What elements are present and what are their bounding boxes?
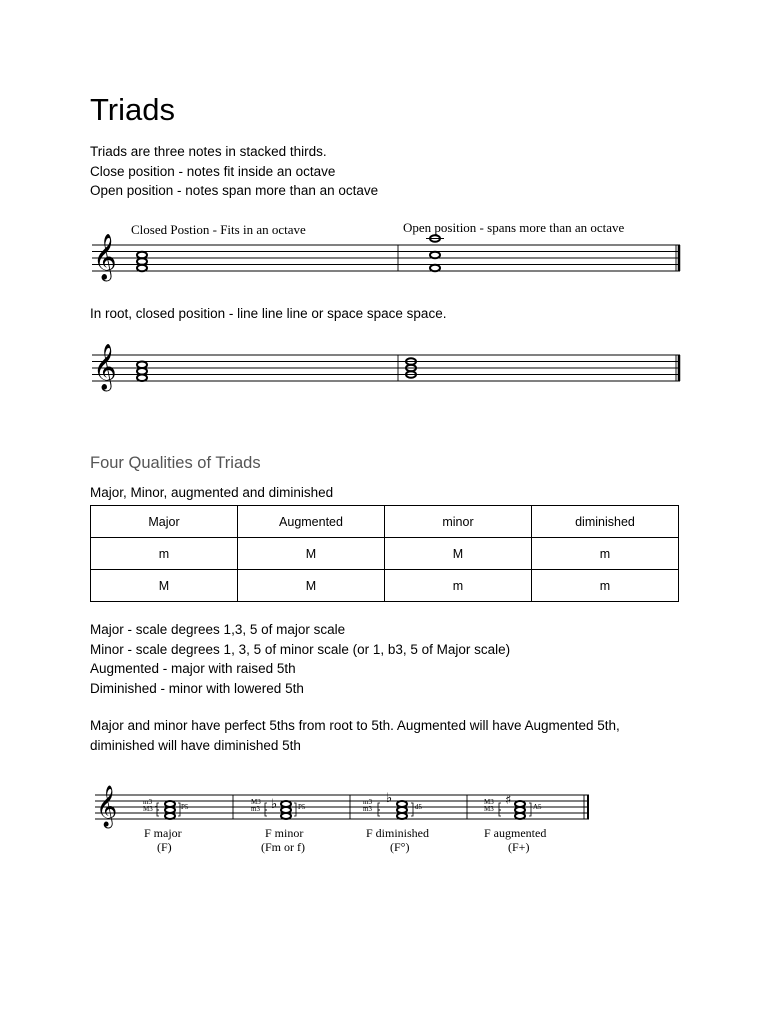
treble-clef-icon: 𝄞 bbox=[96, 786, 118, 827]
definition-line: Augmented - major with raised 5th bbox=[90, 661, 296, 676]
sharp-icon: ♯ bbox=[505, 793, 512, 808]
section-heading: Four Qualities of Triads bbox=[90, 454, 261, 472]
definition-line: Diminished - minor with lowered 5th bbox=[90, 680, 304, 696]
table-cell: m bbox=[385, 570, 532, 602]
table-cell: Augmented bbox=[238, 506, 385, 538]
open-position-label: Open position - spans more than an octave bbox=[403, 220, 625, 235]
lower-interval: m3 bbox=[363, 805, 372, 813]
table-cell: m bbox=[532, 538, 679, 570]
chord-symbol: (Fm or f) bbox=[261, 840, 305, 854]
intro-line: Triads are three notes in stacked thirds. bbox=[90, 144, 327, 159]
table-cell: minor bbox=[385, 506, 532, 538]
definition-line: Minor - scale degrees 1, 3, 5 of minor scale (or 1, b3, 5 of Major scale) bbox=[90, 641, 511, 657]
chord-name: F diminished bbox=[366, 826, 430, 840]
treble-clef-icon: 𝄞 bbox=[93, 234, 117, 280]
page-title: Triads bbox=[90, 92, 175, 127]
fifth-label: d5 bbox=[415, 803, 422, 811]
chord-name: F major bbox=[144, 826, 182, 840]
upper-interval: M3 bbox=[484, 798, 494, 806]
closed-position-label: Closed Postion - Fits in an octave bbox=[131, 222, 306, 237]
fifth-label: A5 bbox=[533, 803, 542, 811]
table-cell: M bbox=[238, 570, 385, 602]
table-cell: m bbox=[532, 570, 679, 602]
treble-clef-icon: 𝄞 bbox=[93, 344, 117, 390]
upper-interval: m3 bbox=[363, 798, 372, 806]
chord-name: F augmented bbox=[484, 826, 547, 840]
lower-interval: M3 bbox=[143, 805, 153, 813]
flat-icon: ♭ bbox=[271, 797, 278, 812]
lower-interval: m3 bbox=[251, 805, 260, 813]
root-position-text: In root, closed position - line line line or space space space. bbox=[90, 306, 447, 321]
table-cell: diminished bbox=[532, 506, 679, 538]
upper-interval: M3 bbox=[251, 798, 261, 806]
chord-symbol: (F) bbox=[157, 840, 172, 854]
qualities-subtitle: Major, Minor, augmented and diminished bbox=[90, 485, 334, 500]
definition-line: Major - scale degrees 1,3, 5 of major scale bbox=[90, 622, 346, 637]
flat-icon: ♭ bbox=[386, 791, 393, 806]
fifths-line: Major and minor have perfect 5ths from root to 5th. Augmented will have Augmented 5th, bbox=[90, 718, 620, 733]
chord-name: F minor bbox=[265, 826, 304, 840]
fifth-label: P5 bbox=[181, 803, 189, 811]
table-cell: M bbox=[238, 538, 385, 570]
fifths-line: diminished will have diminished 5th bbox=[90, 737, 301, 753]
table-cell: Major bbox=[91, 506, 238, 538]
chord-symbol: (F+) bbox=[508, 840, 530, 854]
chord-symbol: (F°) bbox=[390, 840, 410, 854]
table-cell: M bbox=[385, 538, 532, 570]
table-cell: m bbox=[91, 538, 238, 570]
table-cell: M bbox=[91, 570, 238, 602]
upper-interval: m3 bbox=[143, 798, 152, 806]
lower-interval: M3 bbox=[484, 805, 494, 813]
fifth-label: P5 bbox=[298, 803, 306, 811]
intro-line: Open position - notes span more than an octave bbox=[90, 183, 379, 198]
intro-line: Close position - notes fit inside an octave bbox=[90, 163, 336, 179]
